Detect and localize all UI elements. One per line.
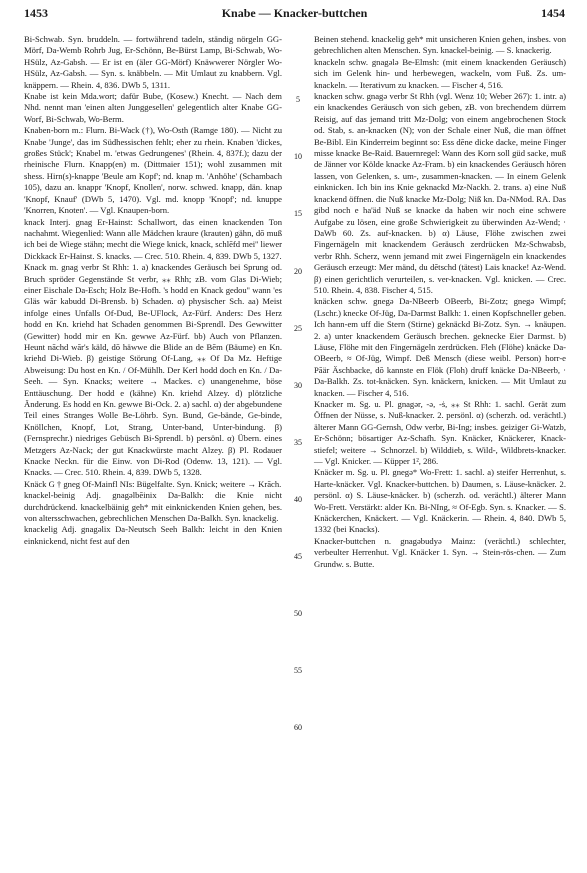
right-column — [314, 34, 566, 570]
entry-knackeln: knackeln schw. gnagələ Be-Elmsh: (mit einem knackenden Geräusch) sich im Gelenk hin- und herbewegen, wackeln, vom Fuß. Zs. um-knackeln. — Iterativum zu knacken. — Fischer 4, 516. — [314, 56, 566, 90]
line-number: 50 — [294, 609, 302, 618]
line-number: 30 — [294, 381, 302, 390]
running-title: Knabe — Knacker-buttchen — [221, 6, 368, 20]
line-number: 15 — [294, 209, 302, 218]
entry-knackelig-cont: Beinen stehend. knackelig geh* mit unsicheren Knien gehen, insbes. von gebrechlichen alten Menschen. Syn. knackel-beinig. — S. knackerig. — [314, 34, 566, 56]
entry-knackel-beinig: knackel-beinig Adj. gnagəlbēinix Da-Balkh: die Knie nicht durchdrückend. knackelbäinig geh* mit einknickenden Knien gehen, bes. von altersschwachen, gebrechlichen Menschen Da-Balkh. Syn. knackelig. — [24, 490, 282, 524]
entry-knacker: Knacker m. Sg. u. Pl. gnagər, -ə, -ṡ, ⁎⁎ St Rhh: 1. sachl. Gerät zum Öffnen der Nüsse, s. Nuß-knacker. 2. persönl. α) (scherzh. od. verächtl.) älterer Mann GG-Gernsh, Odw verbr, Bi-Ing; insbes. geiziger Gi-Watzb, Er-Schönn; bösartiger Az-Schafh. Syn. Knäcker, Knäckerer, Knack-stiefel; weitere → Schnorzel. b) Wilddieb, s. Wild-, Wildbrets-knacker. — Vgl. Knicker. — Küpper 1², 286. — [314, 399, 566, 467]
left-column — [24, 34, 282, 547]
entry-knabe: Knabe ist kein Mda.wort; dafür Bube, (Kosew.) Knecht. — Nach dem Nhd. nennt man 'einen alten Junggesellen' gelegentlich alter Knabe GG-Worf, Bi-Schwab, Wo-Berm. — [24, 91, 282, 124]
entry-knabbern: Bi-Schwab. Syn. bruddeln. — fortwährend tadeln, ständig nörgeln GG-Mörf, Da-Wemb Rohrb Jug, Er-Schönn, Be-Bürst Lamp, Bi-Schwab, Wo-HSülz, Az-Gabsh. — Er ist en (äler GG-Mörf) Knäwwerer Nörgler Wo-HSülz, Az-Gabsh. — Syn. s. knäbbeln. — Mit Umlaut zu knabbern. Vgl. knäppern. — Rhein. 4, 836. DWb 5, 1311. — [24, 34, 282, 90]
entry-knaeck: Knäck G † gneg Of-Mainfl NIs: Bügelfalte. Syn. Knick; weitere → Krāch. — [24, 478, 282, 489]
line-number: 40 — [294, 495, 302, 504]
entry-knaecker: Knäcker m. Sg. u. Pl. gnegə* Wo-Frett: 1. sachl. a) steifer Herrenhut, s. Harte-knäcker. Vgl. Knacker-buttchen. b) Daumen, s. Läuse-knäcker. 2. persönl. α) S. Läuse-knäcker. b) (scherzh. od. verächtl.) älterer Mann Wo-Frett. Verstärkt: alder Kn. Bi-NIng, ≈ Of-Egb. Syn. s. Knacker. — S. Knäckerchen, Knäckert. — Vgl. Knäckerin. — Rhein. 4, 840. DWb 5, 1332 (bei Knacks). — [314, 467, 566, 535]
line-number: 10 — [294, 152, 302, 161]
entry-knacken: knacken schw. gnagə verbr St Rhh (vgl. Wenz 10; Weber 267): 1. intr. a) ein knackendes Geräusch von sich geben, zB. von brechendem dürrem Reisig, auf das jemand tritt Mz-Dolg; von einem angebrochenen Stock od. Stab, s. an-knacken (N); von der Schale einer Nuß, die man öffnet Be-Bibl. Ein Kinderreim beginnt so: Ess dēne dicke dacke, meine Finger misse knacke Be-Raid. Bauernregel: Wann des Korn soll güd sacke, muß de Jänner vor Kölde knacke Az-Fram. b) ein knackendes Geräusch hören lassen, von Gelenken, s. um-, zusammen-knacken. — In einem Gelenk einknicken. Ich bin ins Knie geknackd Mz-Nackh. 2. trans. a) eine Nuß knackend öffnen. die Nuß knacke Mz-Dolg; Niß kn. Da-NMod. RA. Das gibd noch e ha'äd Nuß se knacke da haben wir noch eine schwere Aufgabe zu lösen, eine große Schwierigkeit zu überwinden Az-Wend; · DaWb 60. Zs. auf-knacken. b) α) Läuse, Flöhe zwischen zwei Fingernägeln mit knackendem Geräusch zerdrücken Mz-Schwabsb, verbr Rhh. Scherz, wenn jemand mit zwei Fingernägeln ein knackendes Geräusch erzeugt: Mer mänd, du dētschd (tätest) Lais knacke! Az-Wend. β) einen gerichtlich verurteilen, s. ver-knacken. Vgl. knicken. — Crec. 510. Rhein. 4, 838. Fischer 4, 515. — [314, 91, 566, 295]
line-number: 5 — [296, 95, 300, 104]
line-number: 60 — [294, 723, 302, 732]
entry-knackelig: knackelig Adj. gnagəlix Da-Neutsch Seeh Balkh: leicht in den Knien einknickend, nicht fest auf den — [24, 524, 282, 546]
page-number-left: 1453 — [24, 6, 48, 20]
entry-knack-noun: Knack m. gnag verbr St Rhh: 1. a) knackendes Geräusch bei Sprung od. Bruch spröder Gegenstände St verbr, ⁎⁎ Rhh; zB. vom Glas Di-Wieb; einer Eischale Da-Esch; Holz Be-Hofh. 's hodd en Knack gedou'' wann 'es Gläs wār kabudd Di-Brensb. b) Schaden. α) physischer Sch. aa) Meist infolge eines Unfalls Of-Dud, Be-UFlock, Az-Fürf. Anders: Des Herz hodd en Kn. kriehd hat Schaden genommen Bi-Sprendl. Des Gewwitter (Gewitter) hodd mir en Kn. gewwe Az-Fürf. bb) Auch von Pflanzen. Heunt nāchd wār's käld, dō häwwe die Blide an de Bēm (Bäume) en Kn. kriehd Di-Wieb. β) geistige Störung Of-Lang, ⁎⁎ Of Da Mz. Heftige Abweisung: Du host en Kn. / Of-Mühlh. Der Kerl hodd doch en Kn. / Da-Seeh. — Syn. Knacks; weitere → Mackes. c) unangenehme, böse Enttäuschung. Der hodd e (kähne) Kn. kriehd Alzey. d) plötzliche Änderung. Es hodd en Kn. gewwe Bi-Ock. 2. a) sachl. α) der abgebundene Teil eines Stranges Wolle Be-Löhrb. Syn. Bund, Ge-bände, Ge-binde, Knöllchen, Knopf, Lot, Strang, Unter-band, Unter-bindung. β) (Fernsprechr.) niedriges Gebüsch Bi-Sprendl. b) persönl. α) Übern. eines Metzgers Az-Nack; der gut Knackwürste macht Alzey. β) Pl. Rodauer Knacke Neckn. für die Einw. von Di-Rod (Odenw. 13, 121). — Vgl. Knacks. — Crec. 510. Rhein. 4, 839. DWb 5, 1328. — [24, 262, 282, 478]
line-number: 20 — [294, 267, 302, 276]
line-number: 25 — [294, 324, 302, 333]
page-number-right: 1454 — [541, 6, 565, 20]
page-header — [24, 6, 565, 24]
entry-knack-interj: knack Interj. gnag Er-Hainst: Schallwort, das einen knackenden Ton nachahmt. Wiegenlied: Wann alle Mädchen kraure (krauten) gähn, dō muß ich bei de Wiege stähn; mecht die Wiege knick, knack, schlēfd mei'' liewer Dickkack Er-Hainst. S. knacks. — Crec. 510. Rhein. 4, 839. DWb 5, 1327. — [24, 216, 282, 261]
line-number: 45 — [294, 552, 302, 561]
line-number: 35 — [294, 438, 302, 447]
entry-knaben-born: Knaben-born m.: Flurn. Bi-Wack (†), Wo-Osth (Ramge 180). — Nicht zu Knabe 'Junge', das im Südhessischen fehlt; eher zu rhein. Knaben 'dickes, großes Stück'; Knabel m. 'etwas Gedrungenes' (Rhein. 4, 837f.); dazu der rheinische Flurn. Knapp(en) m. (Dittmaier 151); wohl zusammen mit shess. Hirn(s)-knappe 'Beule am Kopf'; nd. knap m. 'Anhöhe' (Schambach 105), dazu an. knappr 'Knopf, Knollen', norw. schwed. knapp, dän. knap 'Knopf, Knauf' (DWb 5, 1470). Vgl. md. knopp 'Knopf'; nd. knuppe 'Knorren, Knoten'. — Vgl. Knaupen-born. — [24, 125, 282, 216]
line-number: 55 — [294, 666, 302, 675]
entry-knacker-buttchen: Knacker-buttchen n. gnagəbudyə Mainz: (verächtl.) schlechter, verbeulter Herrenhut. Vgl. Knäcker 1. Syn. → Stein-rös-chen. — Zum Grundw. s. Butte. — [314, 535, 566, 569]
entry-knaecken: knäcken schw. gnegə Da-NBeerb OBeerb, Bi-Zotz; gnegə Wimpf; (Lschr.) knecke Of-Jüg, Da-Darmst Balkh: 1. einen Kopfschneller geben. Ich hann-em uff die Stern (Stirne) geknäckd Bi-Zotz. Syn. → knäupen. 2. a) unter knackendem Geräusch brechen. geknecke Eier Darmst. b) Läuse, Flöhe mit den Fingernägeln zerdrücken. Fleh (Flöhe) knäcke Da-OBeerb, ≈ Of-Jüg, Wimpf. Deß Mensch (diese weibl. Person) horr-e Pāär Äschbacke, dō kannste en Flök (Floh) druff knäcke Da-NBeerb, · Da-Balkh. Zs. tot-knäcken. Syn. knäckern, knicken. — Mit Umlaut zu knacken. — Fischer 4, 516. — [314, 296, 567, 398]
